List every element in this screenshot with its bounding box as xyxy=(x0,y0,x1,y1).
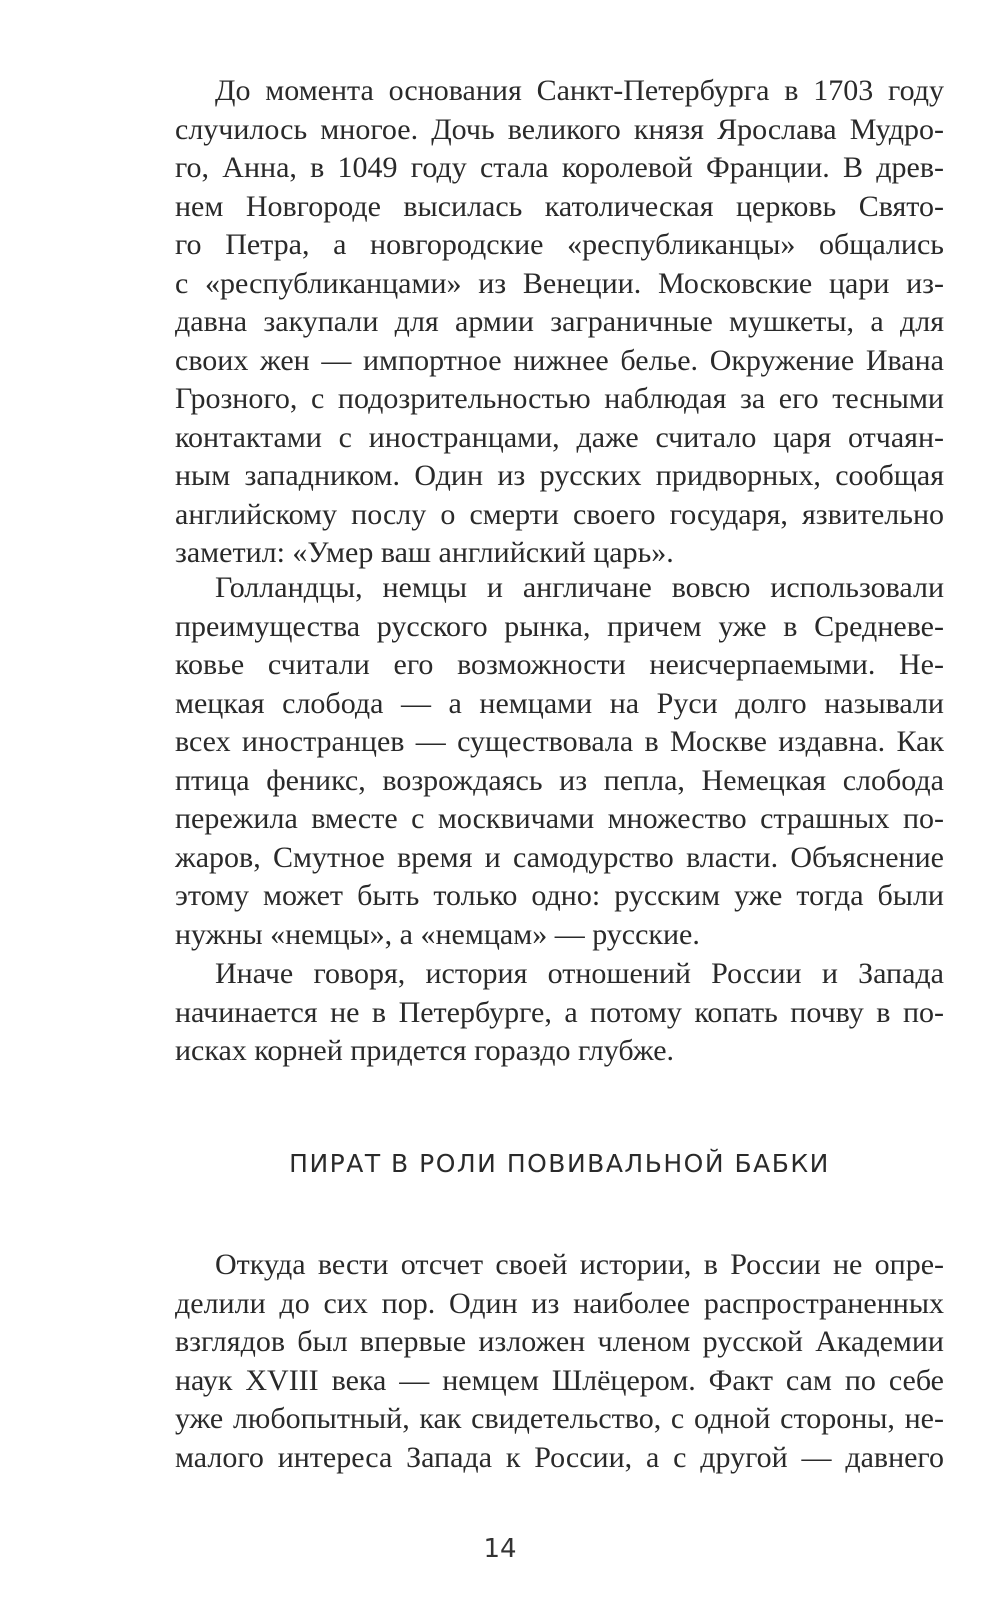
section-heading: ПИРАТ В РОЛИ ПОВИВАЛЬНОЙ БАБКИ xyxy=(289,1149,830,1178)
text-line: Грозного, с подозрительностью наблюдая за его тесными xyxy=(175,382,944,415)
text-line: Голландцы, немцы и англичане вовсю использовали xyxy=(215,571,944,604)
text-line: всех иностранцев — существовала в Москве издавна. Как xyxy=(175,725,944,758)
text-line: птица феникс, возрождаясь из пепла, Немецкая слобода xyxy=(175,763,944,797)
page-number: 14 xyxy=(483,1534,517,1564)
text-line: давна закупали для армии заграничные мушкеты, а для xyxy=(175,305,944,338)
text-line: До момента основания Санкт-Петербурга в 1703 году xyxy=(215,74,944,107)
paragraph-2 xyxy=(175,569,944,954)
text-line: наук XVIII века — немцем Шлёцером. Факт сам по себе xyxy=(175,1363,944,1397)
paragraph-1 xyxy=(175,72,944,573)
text-line: контактами с иностранцами, даже считало царя отчаян- xyxy=(175,420,944,454)
text-line: пережила вместе с москвичами множество страшных по- xyxy=(175,802,944,835)
text-line: нем Новгороде высилась католическая церковь Свято- xyxy=(175,189,944,223)
text-line: жаров, Смутное время и самодурство власти. Объяснение xyxy=(175,840,944,874)
text-line: мецкая слобода — а немцами на Руси долго называли xyxy=(175,686,944,720)
text-line: с «республиканцами» из Венеции. Московские цари из- xyxy=(175,266,944,300)
text-line: английскому послу о смерти своего государя, язвительно xyxy=(175,497,944,531)
text-line: своих жен — импортное нижнее белье. Окружение Ивана xyxy=(175,343,944,377)
text-line: этому может быть только одно: русским уже тогда были xyxy=(175,879,944,912)
text-line: Иначе говоря, история отношений России и Запада xyxy=(215,957,944,990)
paragraph-4 xyxy=(175,1246,944,1477)
text-line: начинается не в Петербурге, а потому копать почву в по- xyxy=(175,995,944,1029)
text-line: го, Анна, в 1049 году стала королевой Франции. В древ- xyxy=(175,151,944,184)
text-line: Откуда вести отсчет своей истории, в России не опре- xyxy=(215,1248,944,1281)
text-line: уже любопытный, как свидетельство, с одной стороны, не- xyxy=(175,1402,944,1435)
text-line: преимущества русского рынка, причем уже в Средневе- xyxy=(175,609,944,643)
text-line: взглядов был впервые изложен членом русской Академии xyxy=(175,1325,944,1358)
text-line: делили до сих пор. Один из наиболее распространенных xyxy=(175,1286,944,1320)
text-line: малого интереса Запада к России, а с другой — давнего xyxy=(175,1440,944,1474)
text-line: го Петра, а новгородские «республиканцы» общались xyxy=(175,228,944,261)
text-line: исках корней придется гораздо глубже. xyxy=(175,1034,675,1067)
text-line: заметил: «Умер ваш английский царь». xyxy=(175,536,674,569)
text-line: ным западником. Один из русских придворных, сообщая xyxy=(175,459,944,492)
paragraph-3 xyxy=(175,955,944,1071)
text-line: нужны «немцы», а «немцам» — русские. xyxy=(175,917,700,951)
text-line: случилось многое. Дочь великого князя Ярослава Мудро- xyxy=(175,112,944,146)
text-line: ковье считали его возможности неисчерпаемыми. Не- xyxy=(175,648,944,681)
